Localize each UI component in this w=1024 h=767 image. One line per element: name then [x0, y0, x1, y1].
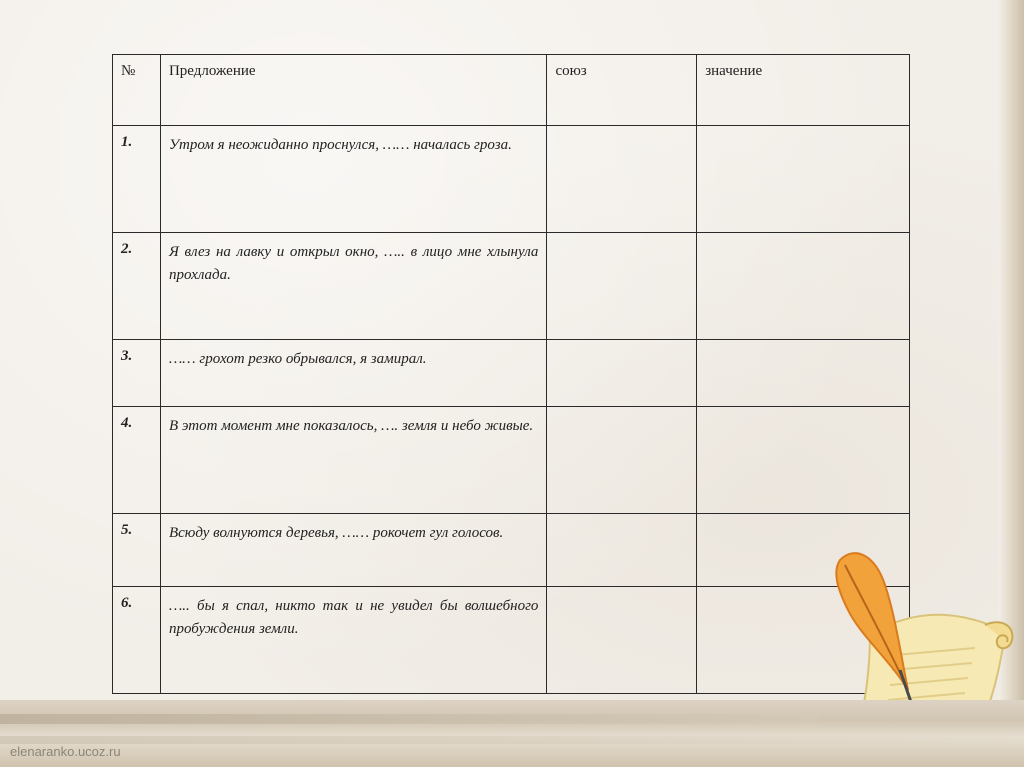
table-row	[113, 340, 910, 407]
brush-stroke	[0, 714, 820, 724]
conjunction-cell[interactable]	[547, 340, 697, 407]
table-header-row	[113, 55, 910, 126]
conjunction-cell[interactable]	[547, 126, 697, 233]
table-row	[113, 587, 910, 694]
header-number: №	[113, 55, 161, 126]
row-sentence: В этот момент мне показалось, …. земля и небо живые.	[160, 407, 546, 514]
row-number: 6.	[113, 587, 161, 694]
meaning-cell[interactable]	[697, 340, 910, 407]
header-conjunction: союз	[547, 55, 697, 126]
conjunction-cell[interactable]	[547, 407, 697, 514]
row-sentence: Утром я неожиданно проснулся, …… началась гроза.	[160, 126, 546, 233]
table-row	[113, 514, 910, 587]
header-sentence: Предложение	[160, 55, 546, 126]
meaning-cell[interactable]	[697, 126, 910, 233]
row-number: 2.	[113, 233, 161, 340]
table-row	[113, 233, 910, 340]
table-row	[113, 126, 910, 233]
brush-stroke	[0, 736, 1024, 744]
row-number: 1.	[113, 126, 161, 233]
row-number: 5.	[113, 514, 161, 587]
site-watermark: elenaranko.ucoz.ru	[10, 744, 121, 759]
row-sentence: ….. бы я спал, никто так и не увидел бы волшебного пробуждения земли.	[160, 587, 546, 694]
row-number: 4.	[113, 407, 161, 514]
meaning-cell[interactable]	[697, 233, 910, 340]
conjunction-exercise-table	[112, 54, 910, 694]
conjunction-cell[interactable]	[547, 587, 697, 694]
row-number: 3.	[113, 340, 161, 407]
row-sentence: Всюду волнуются деревья, …… рокочет гул голосов.	[160, 514, 546, 587]
conjunction-cell[interactable]	[547, 233, 697, 340]
table-row	[113, 407, 910, 514]
conjunction-cell[interactable]	[547, 514, 697, 587]
row-sentence: Я влез на лавку и открыл окно, ….. в лицо мне хлынула прохлада.	[160, 233, 546, 340]
bottom-decor-band	[0, 700, 1024, 767]
row-sentence: …… грохот резко обрывался, я замирал.	[160, 340, 546, 407]
meaning-cell[interactable]	[697, 407, 910, 514]
header-meaning: значение	[697, 55, 910, 126]
